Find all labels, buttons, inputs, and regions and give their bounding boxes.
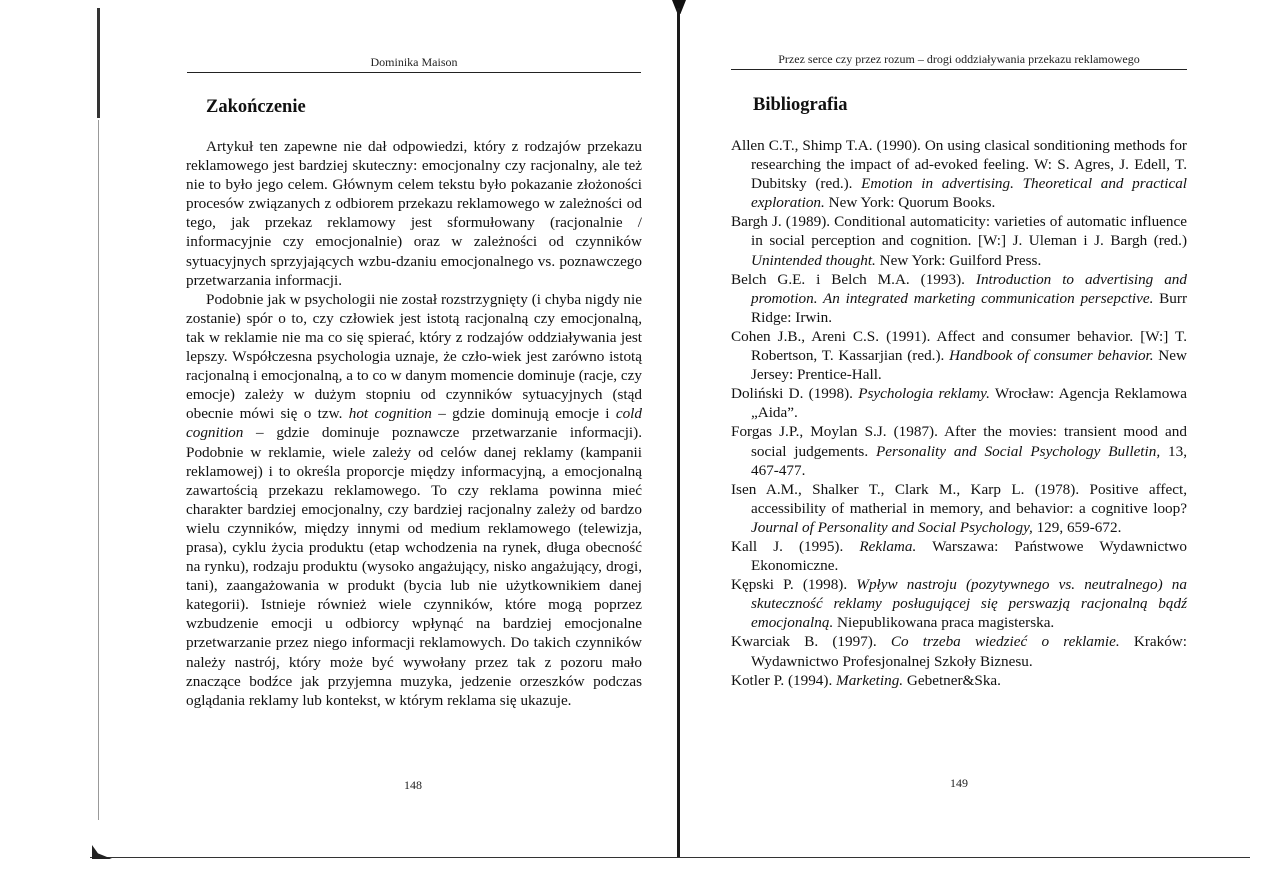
bib-entry: Doliński D. (1998). Psychologia reklamy. Wrocław: Agencja Reklamowa „Aida”. bbox=[731, 385, 1187, 422]
right-page bbox=[640, 0, 1262, 894]
bib-entry: Cohen J.B., Areni C.S. (1991). Affect and consumer behavior. [W:] T. Robertson, T. Kassarjian (red.). Handbook of consumer behavior. New Jersey: Prentice-Hall. bbox=[731, 327, 1187, 384]
page-number-right: 149 bbox=[950, 776, 968, 790]
section-heading-bibliography: Bibliografia bbox=[753, 95, 848, 115]
bib-entry: Kępski P. (1998). Wpływ nastroju (pozytywnego vs. neutralnego) na skuteczność reklamy posługującej się perswazją racjonalną bądź emocjonalną. Niepublikowana praca magisterska. bbox=[731, 576, 1187, 632]
bib-entry: Bargh J. (1989). Conditional automaticity: varieties of automatic influence in social perception and cognition. [W:] J. Uleman i J. Bargh (red.) Unintended thought. New York: Guilford Press. bbox=[731, 213, 1187, 269]
paragraph-2: Podobnie jak w psychologii nie został rozstrzygnięty (i chyba nigdy nie zostanie) spór o to, czy człowiek jest istotą racjonalną czy emocjonalną, tak w reklamie nie ma co się spierać, który z rodzajów oddziaływania jest lepszy. Współczesna psychologia uznaje, że czło-wiek jest zarówno istotą racjonalną i emocjonalną, a to co w danym momencie dominuje (racje, czy emocje) zależy w dużym stopniu od czynników sytuacyjnych (stąd obecnie mówi się o tzw. hot cognition – gdzie dominują emocje i cold cognition – gdzie dominuje poznawcze przetwarzanie informacji). Podobnie w reklamie, wiele zależy od celów danej reklamy (kampanii reklamowej) i to określa proporcje między informacyjną, a emocjonalną zawartością przekazu reklamowego. To czy reklama powinna mieć charakter bardziej emocjonalny, czy bardziej racjonalny zależy od bardzo wielu czynników, między innymi od medium reklamowego (telewizja, prasa), cyklu życia produktu (etap wchodzenia na rynek, długa obecność na rynku), rodzaju produktu (wysoko angażujący, nisko angażujący, drogi, tani), zaangażowania w produkt (bycia lub nie użytkownikiem danej kategorii). Istnieje również wiele czynników, które mogą poprzez wzbudzenie emocji u odbiorcy wpłynąć na bardziej emocjonalne przetwarzanie przez niego informacji reklamowych. Do takich czynników należy nastrój, który może być wywołany przez tak z pozoru mało znaczące bodźce jak przyjemna muzyka, jedzenie orzeszków podczas oglądania reklamy lub kontekst, w którym reklama się ukazuje. bbox=[186, 290, 642, 709]
bib-entry: Belch G.E. i Belch M.A. (1993). Introduction to advertising and promotion. An integrated marketing communication persepctive. Burr Ridge: Irwin. bbox=[731, 270, 1188, 326]
bib-entry: Isen A.M., Shalker T., Clark M., Karp L. (1978). Positive affect, accessibility of matherial in memory, and behavior: a cognitive loop? Journal of Personality and Social Psychology, 129, 659-672. bbox=[731, 480, 1187, 536]
bib-entry: Kotler P. (1994). Marketing. Gebetner&Ska. bbox=[731, 671, 1001, 689]
bib-entry: Allen C.T., Shimp T.A. (1990). On using clasical sonditioning methods for researching the impact of ad-evoked feeling. W: S. Agres, J. Edell, T. Dubitsky (red.). Emotion in advertising. Theoretical and practical exploration. New York: Quorum Books. bbox=[731, 137, 1188, 212]
running-head-right: Przez serce czy przez rozum – drogi oddziaływania przekazu reklamowego bbox=[731, 52, 1187, 70]
bibliography-list bbox=[731, 136, 1187, 690]
paragraph-1: Artykuł ten zapewne nie dał odpowiedzi, który z rodzajów przekazu reklamowego jest bardziej skuteczny: emocjonalny czy racjonalny, ale też nie to było jego celem. Głównym celem tekstu było pokazanie złożoności procesów związanych z odbiorem przekazu reklamowego w zależności od tego, jak przekaz reklamowy jest sformułowany (racjonalnie / informacyjnie czy emocjonalnie) oraz w zależności od czynników sytuacyjnych sprzyjających wzbu-dzaniu emocjonalnego vs. poznawczego przetwarzania informacji. bbox=[186, 138, 642, 289]
bib-entry: Forgas J.P., Moylan S.J. (1987). After the movies: transient mood and social judgements. Personality and Social Psychology Bulletin, 13, 467-477. bbox=[731, 423, 1187, 479]
section-heading-conclusion: Zakończenie bbox=[206, 97, 306, 117]
running-head-left: Dominika Maison bbox=[187, 55, 641, 73]
page-number-left: 148 bbox=[404, 778, 422, 792]
bib-entry: Kwarciak B. (1997). Co trzeba wiedzieć o reklamie. Kraków: Wydawnictwo Profesjonalnej Szkoły Biznesu. bbox=[731, 633, 1187, 670]
conclusion-body bbox=[186, 137, 642, 710]
bib-entry: Kall J. (1995). Reklama. Warszawa: Państwowe Wydawnictwo Ekonomiczne. bbox=[731, 537, 1187, 575]
